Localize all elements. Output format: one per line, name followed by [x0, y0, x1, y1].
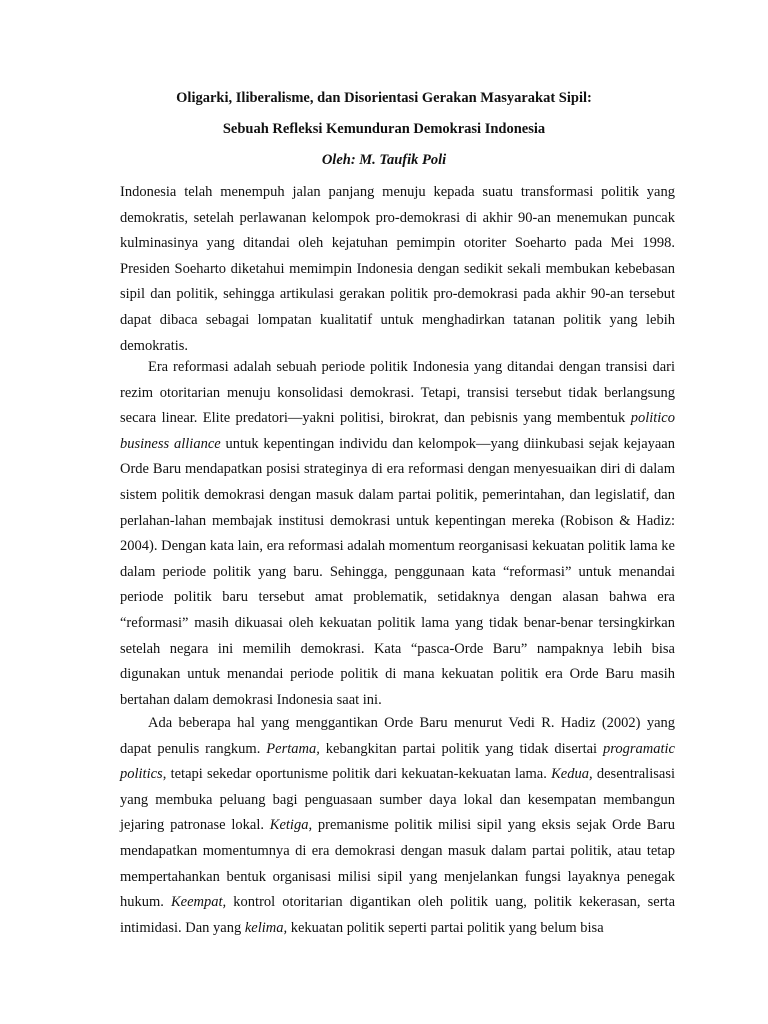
paragraph-3-part-4: desentralisasi yang membuka peluang bagi penguasaan sumber daya lokal dan kesempatan membangun jejaring patronase lokal. [120, 766, 675, 834]
author-line: Oleh: M. Taufik Poli [321, 152, 447, 168]
paragraph-3-italic-5: Keempat, [171, 894, 227, 911]
title-line-2: Sebuah Refleksi Kemunduran Demokrasi Indonesia [222, 121, 546, 137]
paragraph-3-italic-3: Kedua, [551, 766, 593, 783]
paragraph-2-part-2: untuk kepentingan individu dan kelompok—yang diinkubasi sejak kejayaan Orde Baru mendapatkan posisi strateginya di era reformasi dengan menyesuaikan diri di dalam sistem politik demokrasi dengan masuk dalam partai politik, pemerintahan, dan legislatif, dan perlahan-lahan membajak institusi demokrasi untuk kepentingan mereka (Robison & Hadiz: 2004). Dengan kata lain, era reformasi adalah momentum reorganisasi kekuatan politik lama ke dalam periode politik yang baru. Sehingga, penggunaan kata “reformasi” untuk menandai periode politik baru tersebut amat problematik, setidaknya dengan alasan bahwa era “reformasi” masih dikuasai oleh kekuatan politik lama yang tidak benar-benar tersingkirkan setelah negara ini memilih demokrasi. Kata “pasca-Orde Baru” nampaknya lebih bisa digunakan untuk menandai periode politik di mana kekuatan politik era Orde Baru masih bertahan dalam demokrasi Indonesia saat ini. [120, 435, 675, 708]
paragraph-3-part-6: kontrol otoritarian digantikan oleh politik uang, politik kekerasan, serta intimidasi. Dan yang [120, 894, 676, 936]
paragraph-3-italic-2: programatic politics [120, 740, 675, 783]
paragraph-1-text: Indonesia telah menempuh jalan panjang menuju kepada suatu transformasi politik yang demokratis, setelah perlawanan kelompok pro-demokrasi di akhir 90-an menemukan puncak kulminasinya yang ditandai oleh kejatuhan pemimpin otoriter Soeharto pada Mei 1998. Presiden Soeharto diketahui memimpin Indonesia dengan sedikit sekali membukan kebebasan sipil dan politik, sehingga artikulasi gerakan politik pro-demokrasi pada akhir 90-an tersebut dapat dibaca sebagai lompatan kualitatif untuk menghadirkan tatanan politik yang lebih demokratis. [120, 184, 675, 354]
paragraph-3-part-1: Ada beberapa hal yang menggantikan Orde Baru menurut Vedi R. Hadiz (2002) yang dapat penulis rangkum. [120, 715, 675, 757]
title-line-1: Oligarki, Iliberalisme, dan Disorientasi Gerakan Masyarakat Sipil: [176, 90, 592, 106]
paragraph-3 [120, 711, 675, 941]
paragraph-1 [120, 180, 675, 359]
paragraph-2-italic-1: politico business alliance [120, 410, 675, 452]
paragraph-3-part-3: , tetapi sekedar oportunisme politik dari kekuatan-kekuatan lama. [162, 766, 552, 783]
paragraph-3-italic-4: Ketiga, [269, 817, 313, 834]
paragraph-3-part-5: premanisme politik milisi sipil yang eksis sejak Orde Baru mendapatkan momentumnya di era demokrasi dengan masuk dalam partai politik, atau tetap mempertahankan bentuk organisasi milisi sipil yang menjelankan fungsi layaknya penegak hukum. [120, 817, 675, 911]
paragraph-3-italic-6: kelima, [244, 919, 288, 936]
paragraph-3-text [120, 711, 675, 941]
paragraph-2-text [120, 355, 675, 713]
paragraph-2-part-1: Era reformasi adalah sebuah periode politik Indonesia yang ditandai dengan transisi dari rezim otoritarian menuju konsolidasi demokrasi. Tetapi, transisi tersebut tidak berlangsung secara linear. Elite predatori—yakni politisi, birokrat, dan pebisnis yang membentuk [120, 359, 675, 427]
paragraph-3-italic-1: Pertama, [266, 740, 320, 757]
paragraph-2 [120, 355, 675, 713]
paragraph-3-part-2: kebangkitan partai politik yang tidak disertai [319, 740, 604, 757]
paragraph-3-part-7: kekuatan politik seperti partai politik yang belum bisa [287, 919, 604, 936]
